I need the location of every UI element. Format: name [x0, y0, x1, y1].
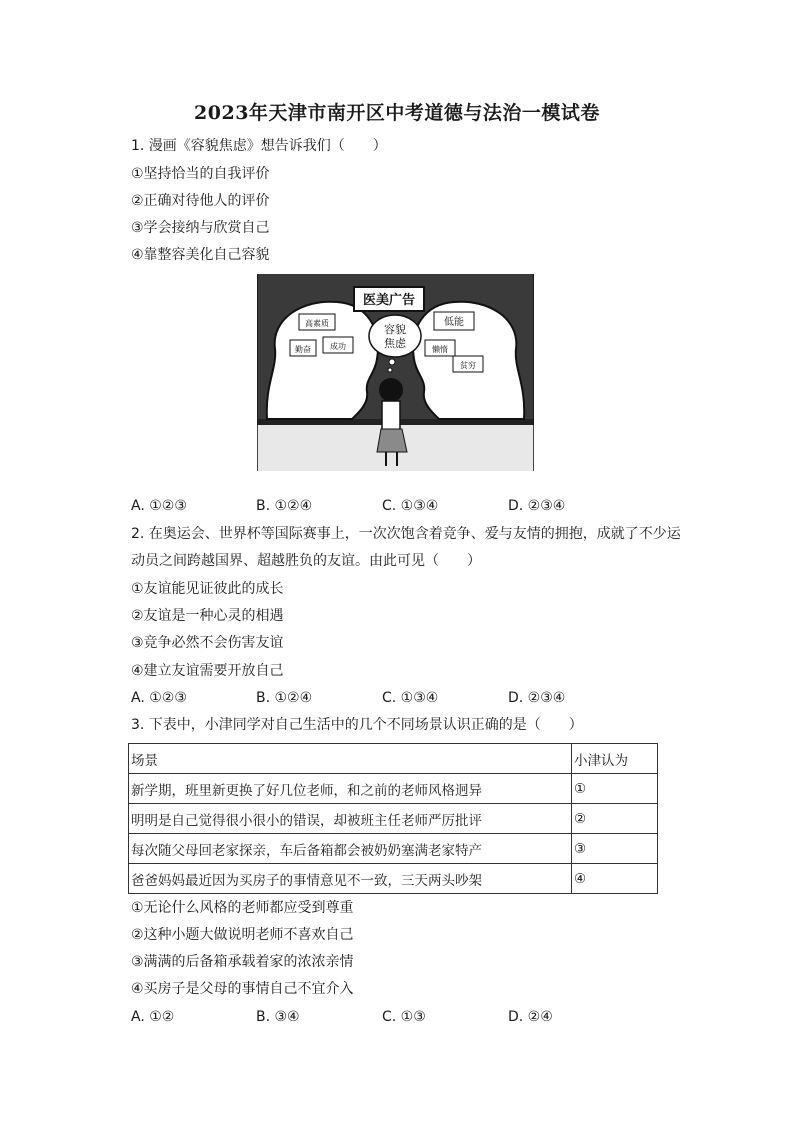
- cartoon-image: [257, 274, 534, 471]
- q2-stem-line1: 2. 在奥运会、世界杯等国际赛事上，一次次饱含着竞争、爱与友情的拥抱，成就了不少运: [131, 526, 681, 542]
- q3-statement-1: ①无论什么风格的老师都应受到尊重: [131, 900, 354, 916]
- cartoon-right-note-3: 贫穷: [460, 361, 476, 370]
- q3-stem: 3. 下表中，小津同学对自己生活中的几个不同场景认识正确的是（ ）: [131, 717, 583, 733]
- q2-option-b[interactable]: B. ①②④: [256, 690, 313, 706]
- table-cell-scene: 明明是自己觉得很小很小的错误，却被班主任老师严厉批评: [129, 804, 572, 834]
- q2-statement-1: ①友谊能见证彼此的成长: [131, 581, 284, 597]
- q3-statement-4: ④买房子是父母的事情自己不宜介入: [131, 981, 354, 997]
- q1-statement-2: ②正确对待他人的评价: [131, 193, 270, 209]
- cartoon-bubble-line1: 容貌: [384, 323, 406, 336]
- q2-statement-3: ③竞争必然不会伤害友谊: [131, 635, 284, 651]
- cartoon-banner-text: 医美广告: [362, 293, 416, 308]
- q3-option-d[interactable]: D. ②④: [508, 1009, 553, 1025]
- table-cell-scene: 每次随父母回老家探亲，车后备箱都会被奶奶塞满老家特产: [129, 834, 572, 864]
- q3-statement-2: ②这种小题大做说明老师不喜欢自己: [131, 927, 354, 943]
- q2-option-d[interactable]: D. ②③④: [508, 690, 566, 706]
- table-row: [129, 834, 658, 864]
- cartoon-left-note-1: 高素质: [305, 319, 329, 328]
- q3-option-a[interactable]: A. ①②: [131, 1009, 175, 1025]
- q3-option-b[interactable]: B. ③④: [256, 1009, 300, 1025]
- table-header-row: [129, 744, 658, 774]
- q1-option-a[interactable]: A. ①②③: [131, 498, 187, 514]
- cartoon-right-note-1: 低能: [444, 317, 464, 328]
- exam-title: 2023年天津市南开区中考道德与法治一模试卷: [194, 102, 600, 124]
- table-cell-opinion: ④: [572, 864, 658, 894]
- q1-statement-4: ④靠整容美化自己容貌: [131, 247, 270, 263]
- q1-statement-3: ③学会接纳与欣赏自己: [131, 220, 270, 236]
- q1-stem: 1. 漫画《容貌焦虑》想告诉我们（ ）: [131, 138, 387, 154]
- table-cell-opinion: ③: [572, 834, 658, 864]
- cartoon-left-note-2: 勤奋: [295, 345, 311, 354]
- q3-statement-3: ③满满的后备箱承载着家的浓浓亲情: [131, 954, 354, 970]
- q2-stem-line2: 动员之间跨越国界、超越胜负的友谊。由此可见（ ）: [131, 553, 481, 569]
- table-header-scene: 场景: [129, 744, 572, 774]
- table-cell-opinion: ②: [572, 804, 658, 834]
- q1-option-d[interactable]: D. ②③④: [508, 498, 566, 514]
- q1-option-b[interactable]: B. ①②④: [256, 498, 313, 514]
- q3-scene-table: [128, 743, 658, 894]
- q1-option-c[interactable]: C. ①③④: [382, 498, 439, 514]
- q2-statement-2: ②友谊是一种心灵的相遇: [131, 608, 284, 624]
- q1-statement-1: ①坚持恰当的自我评价: [131, 166, 270, 182]
- q2-option-c[interactable]: C. ①③④: [382, 690, 439, 706]
- q2-option-a[interactable]: A. ①②③: [131, 690, 187, 706]
- q2-statement-4: ④建立友谊需要开放自己: [131, 663, 284, 679]
- table-cell-opinion: ①: [572, 774, 658, 804]
- q3-option-c[interactable]: C. ①③: [382, 1009, 426, 1025]
- cartoon-bubble-line2: 焦虑: [384, 337, 406, 350]
- table-header-opinion: 小津认为: [572, 744, 658, 774]
- table-cell-scene: 新学期，班里新更换了好几位老师，和之前的老师风格迥异: [129, 774, 572, 804]
- table-row: [129, 774, 658, 804]
- table-row: [129, 804, 658, 834]
- table-row: [129, 864, 658, 894]
- table-cell-scene: 爸爸妈妈最近因为买房子的事情意见不一致，三天两头吵架: [129, 864, 572, 894]
- cartoon-left-note-3: 成功: [330, 342, 346, 351]
- cartoon-right-note-2: 懒惰: [432, 345, 448, 354]
